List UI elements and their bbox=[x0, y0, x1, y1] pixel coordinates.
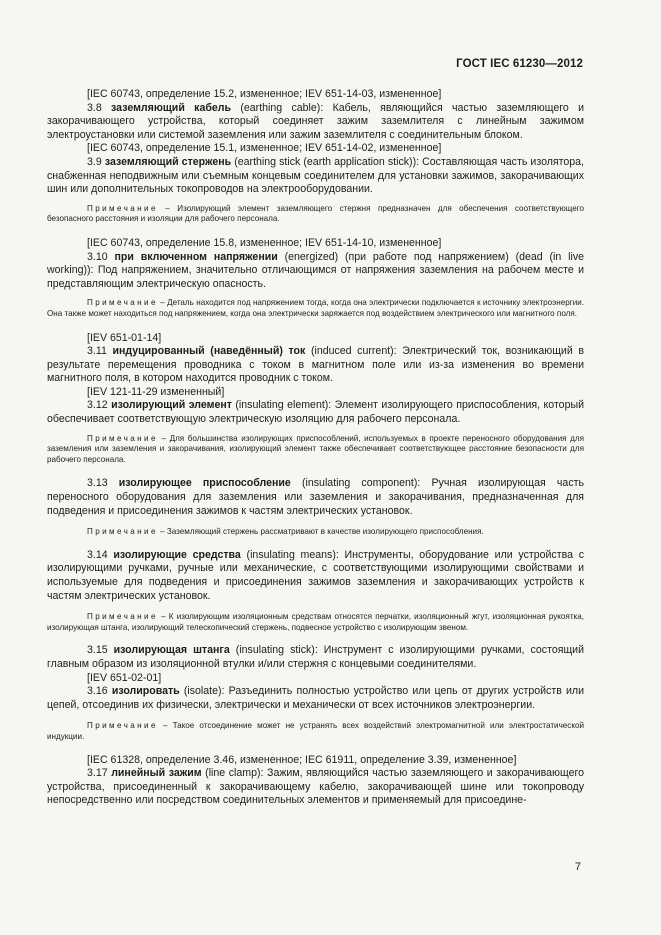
term-definition bbox=[47, 399, 584, 426]
reference-line: [IEV 651-02-01] bbox=[87, 671, 162, 684]
term-definition bbox=[47, 345, 584, 386]
term-name: заземляющий стержень bbox=[104, 155, 232, 168]
note-text: – Изолирующий элемент заземляющего стержня предназначен для обеспечения соответствующего безопасного расстояния и изоляции для рабочего персонала. bbox=[47, 203, 584, 224]
term-number: 3.11 bbox=[87, 345, 113, 358]
reference-line: [IEC 60743, определение 15.8, измененное; IEV 651-14-10, измененное] bbox=[87, 236, 442, 249]
term-name: изолирующая штанга bbox=[113, 644, 230, 657]
term-name: при включенном напряжении bbox=[114, 250, 278, 263]
reference-line: [IEV 121-11-29 измененный] bbox=[87, 385, 225, 398]
note-text: – Для большинства изолирующих приспособлений, используемых в проекте переносного оборудования для заземления или заземления и закорачивания, изолирующий элемент также обеспечивает соответствующее расстояние безопасности для рабочего персонала. bbox=[47, 433, 584, 464]
term-definition bbox=[47, 156, 584, 197]
term-name: изолирующее приспособление bbox=[118, 477, 291, 490]
term-number: 3.12 bbox=[87, 399, 112, 412]
note bbox=[47, 721, 584, 742]
term-text: (induced current): Электрический ток, возникающий в результате перемещения проводника с током в магнитном поле или из-за изменения во времени магнитного поля, в котором находится проводник с током. bbox=[47, 345, 584, 385]
term-number: 3.15 bbox=[87, 644, 114, 657]
note-text: – Такое отсоединение может не устранять всех воздействий электромагнитной или электростатической индукции. bbox=[47, 721, 584, 741]
term-definition bbox=[47, 644, 584, 671]
reference-line: [IEC 60743, определение 15.1, измененное; IEV 651-14-02, измененное] bbox=[87, 142, 442, 155]
note-label: Примечание bbox=[87, 721, 158, 731]
note bbox=[47, 527, 584, 538]
reference-line: [IEC 60743, определение 15.2, измененное; IEV 651-14-03, измененное] bbox=[87, 88, 442, 100]
term-name: изолирующий элемент bbox=[111, 399, 232, 412]
term-text: (insulating stick): Инструмент с изолирующими ручками, состоящий главным образом из изоляционной втулки и/или стержня с концевыми соединителями. bbox=[47, 644, 585, 670]
term-text: (insulating component): Ручная изолирующая часть переносного оборудования для заземления или заземления и закорачивания, предназначенная для подведения и присоединения зажимов к частям электрических установок. bbox=[47, 477, 584, 517]
page-content bbox=[47, 88, 584, 808]
term-number: 3.17 bbox=[87, 767, 112, 780]
term-text: (earthing stick (earth application stick)): Составляющая часть изолятора, снабженная неподвижным или съемным концевым соединителем для установки зажимов, закорачивающих шин или дополнительных токопроводов на электрооборудовании. bbox=[47, 155, 584, 196]
term-text: (insulating element): Элемент изолирующего приспособления, который обеспечивает соответствующую электрическую изоляцию для рабочего персонала. bbox=[47, 399, 584, 426]
term-definition bbox=[47, 549, 584, 603]
reference-line: [IEV 651-01-14] bbox=[87, 331, 162, 344]
term-text: (insulating means): Инструменты, оборудование или устройства с изолирующими ручками, ручные или механические, с соответствующими изолирующими свойствами и используемые для подведения и присоединения зажимов заземления и закорачивающих устройств к частям электрических установок. bbox=[47, 548, 584, 602]
term-name: заземляющий кабель bbox=[111, 101, 232, 114]
note bbox=[47, 434, 584, 466]
term-number: 3.9 bbox=[87, 155, 105, 168]
note-text: – Заземляющий стержень рассматривают в качестве изолирующего приспособления. bbox=[157, 527, 484, 537]
term-definition bbox=[47, 102, 584, 143]
term-number: 3.8 bbox=[87, 101, 112, 114]
term-definition bbox=[47, 477, 584, 518]
page-number: 7 bbox=[574, 861, 581, 873]
note-label: Примечание bbox=[87, 433, 158, 443]
term-text: (line clamp): Зажим, являющийся частью заземляющего и закорачивающего устройства, присоединенный к закорачивающему кабелю, закорачивающей шине или токопроводу непосредственно или посредством соединительных элементов и применяемый для присоедине- bbox=[47, 767, 585, 807]
term-name: изолирующие средства bbox=[113, 548, 241, 561]
term-text: (isolate): Разъединить полностью устройство или цепь от других устройств или цепей, отсоединив их физически, электрически и механически от всех источников электроэнергии. bbox=[47, 685, 585, 711]
term-number: 3.14 bbox=[87, 548, 114, 561]
term-name: линейный зажим bbox=[111, 767, 202, 780]
note-label: Примечание bbox=[87, 527, 158, 537]
note-label: Примечание bbox=[87, 612, 158, 622]
note-text: – К изолирующим изоляционным средствам относятся перчатки, изоляционный жгут, изоляционная рукоятка, изолирующая штанга, изолирующий телескопический стержень, подвесное устройство с изолирующим звеном. bbox=[47, 612, 584, 632]
note-text: – Деталь находится под напряжением тогда, когда она электрически подключается к источнику электроэнергии. Она также может находиться под напряжением, когда она электрически заряжается под воздействием электрического или магнитного поля. bbox=[47, 298, 584, 318]
note bbox=[47, 204, 584, 225]
term-name: индуцированный (наведённый) ток bbox=[112, 345, 306, 358]
standard-header: ГОСТ IEC 61230—2012 bbox=[456, 58, 583, 70]
note-label: Примечание bbox=[87, 203, 158, 213]
term-definition bbox=[47, 251, 584, 292]
term-text: (energized) (при работе под напряжением) (dead (in live working)): Под напряжением, значительно отличающимся от напряжения заземления на рабочем месте и представляющим электрическую опасность. bbox=[47, 250, 585, 290]
term-definition bbox=[47, 767, 584, 808]
term-name: изолировать bbox=[111, 685, 180, 698]
term-text: (earthing cable): Кабель, являющийся частью заземляющего и закорачивающего устройства, который соединяет зажим заземлителя с линейным зажимом электроустановки или системой заземления или зажим заземлителя с соединительным блоком. bbox=[47, 101, 584, 141]
term-number: 3.13 bbox=[87, 477, 119, 490]
term-definition bbox=[47, 685, 584, 712]
term-number: 3.10 bbox=[87, 250, 115, 263]
term-number: 3.16 bbox=[87, 685, 112, 698]
reference-line: [IEC 61328, определение 3.46, измененное; IEC 61911, определение 3.39, измененное] bbox=[87, 753, 517, 766]
note-label: Примечание bbox=[87, 298, 158, 308]
note bbox=[47, 612, 584, 633]
note bbox=[47, 298, 584, 319]
